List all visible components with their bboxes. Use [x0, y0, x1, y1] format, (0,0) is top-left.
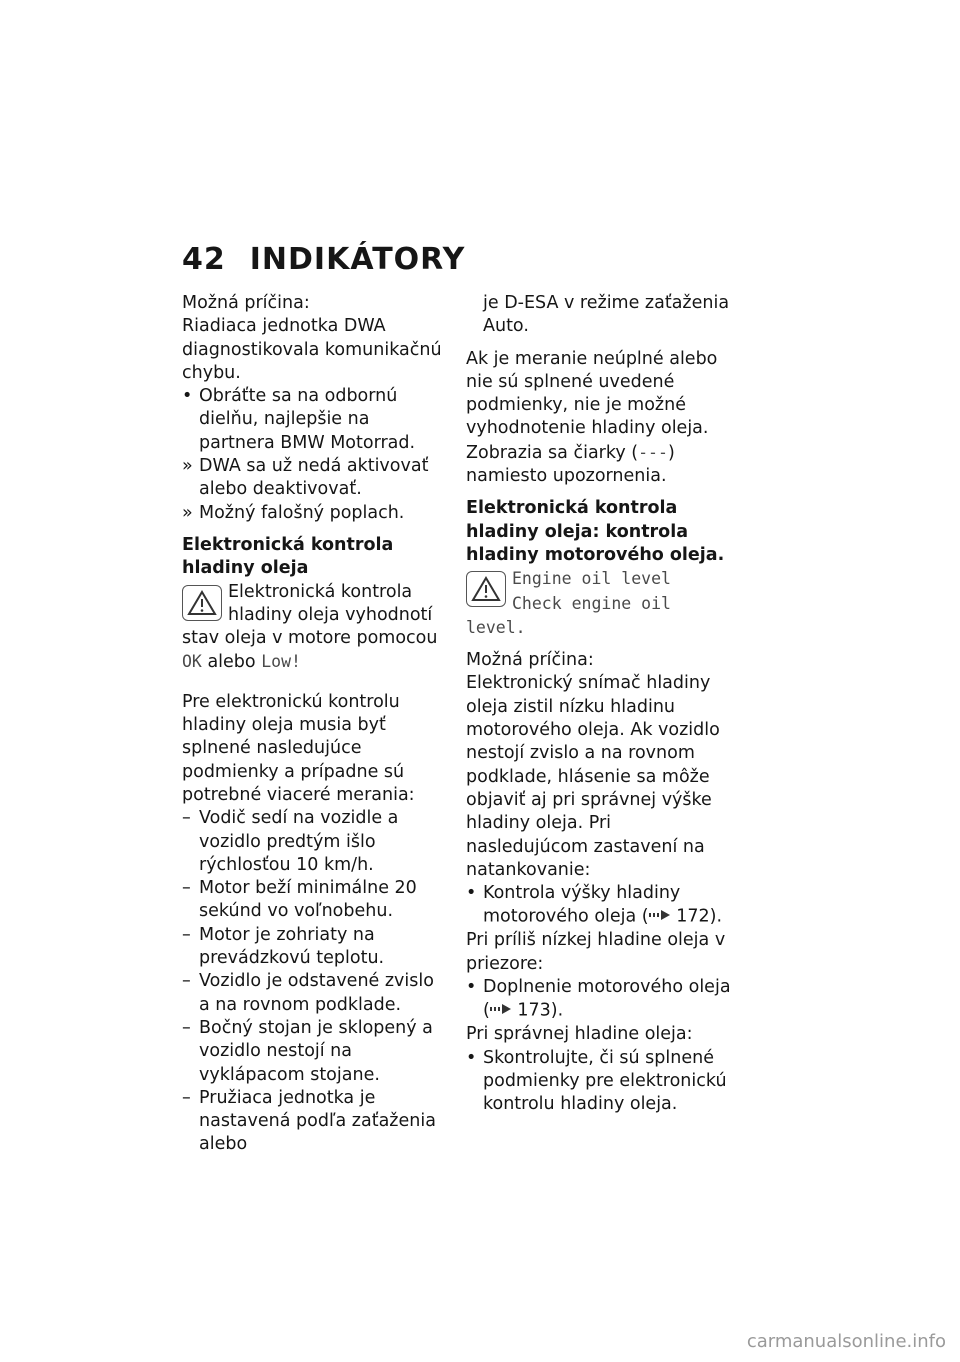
result-arrow-icon: »	[182, 502, 193, 523]
incomplete-measurement-text: Ak je meranie neúplné alebo nie sú splnené uvedené podmienky, nie je možné vyhodnotenie hladiny oleja. Zobrazia sa čiarky (---) namiesto upozornenia.	[466, 348, 718, 487]
section-heading: Elektronická kontrola hladiny oleja	[182, 534, 394, 579]
page-reference-icon	[490, 999, 512, 1022]
condition-continuation: je D-ESA v režime zaťaženia Auto.	[483, 293, 730, 337]
list-item: • Obráťte sa na odbornú dielňu, najlepšie na partnera BMW Motorrad.	[182, 386, 416, 453]
low-level-label: Pri príliš nízkej hladine oleja v priezore:	[466, 930, 726, 974]
list-item: – Motor je zohriaty na prevádzkovú teplotu.	[182, 924, 385, 969]
warning-triangle-icon	[182, 585, 222, 621]
list-item: • Kontrola výšky hladiny motorového oleja ( 172).	[466, 883, 723, 928]
list-item: – Motor beží minimálne 20 sekúnd vo voľnobehu.	[182, 878, 417, 922]
section-heading: Elektronická kontrola hladiny oleja: kontrola hladiny motorového oleja.	[466, 498, 725, 565]
page-reference-icon	[649, 905, 671, 928]
section-title: INDIKÁTORY	[249, 242, 466, 277]
cause-text: Riadiaca jednotka DWA diagnostikovala komunikačnú chybu.	[182, 316, 442, 383]
result-arrow-icon: »	[182, 456, 193, 477]
bullet-icon: •	[466, 1047, 477, 1068]
cause-label: Možná príčina:	[182, 293, 310, 313]
list-item: » Možný falošný poplach.	[182, 502, 450, 525]
display-message	[466, 567, 734, 640]
list-item: » DWA sa už nedá aktivovať alebo deaktivovať.	[182, 456, 429, 500]
right-column	[466, 292, 734, 1116]
list-item: – Bočný stojan je sklopený a vozidlo nestojí na vyklápacom stojane.	[182, 1017, 433, 1085]
display-text-1: Engine oil level	[512, 569, 671, 589]
conditions-intro: Pre elektronickú kontrolu hladiny oleja musia byť splnené nasledujúce podmienky a prípadne sú potrebné viaceré merania:	[182, 691, 415, 805]
page-number: 42	[182, 242, 226, 277]
oil-check-intro: Elektronická kontrola hladiny oleja vyhodnotí stav oleja v motore pomocou OK alebo Low!	[182, 581, 438, 673]
warning-triangle-icon	[466, 571, 506, 607]
list-item: – Vozidlo je odstavené zvislo a na rovnom podklade.	[182, 971, 434, 1015]
bullet-icon: •	[466, 883, 477, 904]
low-code: Low!	[261, 652, 301, 672]
list-item: • Doplnenie motorového oleja ( 173).	[466, 976, 731, 1021]
correct-level-label: Pri správnej hladine oleja:	[466, 1024, 693, 1045]
page-header	[182, 242, 465, 277]
list-item: – Pružiaca jednotka je nastavená podľa zaťaženia alebo	[182, 1087, 436, 1155]
cause-label: Možná príčina:	[466, 650, 594, 671]
bullet-icon: •	[466, 976, 477, 997]
bullet-icon: •	[182, 386, 193, 407]
cause-text: Elektronický snímač hladiny oleja zistil nízku hladinu motorového oleja. Ak vozidlo nestojí zvislo a na rovnom podklade, hlásenie sa môže objaviť aj pri správnej výške hladiny oleja. Pri nasledujúcom zastavení na natankovanie:	[466, 673, 720, 880]
left-column	[182, 292, 450, 1157]
watermark: carmanualsonline.info	[746, 1331, 946, 1352]
dashes-code: ---	[638, 442, 668, 462]
list-item: – Vodič sedí na vozidle a vozidlo predtým išlo rýchlosťou 10 km/h.	[182, 808, 399, 875]
list-item: • Skontrolujte, či sú splnené podmienky pre elektronickú kontrolu hladiny oleja.	[466, 1047, 727, 1115]
ok-code: OK	[182, 652, 202, 672]
display-text-2: Check engine oil level.	[466, 593, 671, 637]
